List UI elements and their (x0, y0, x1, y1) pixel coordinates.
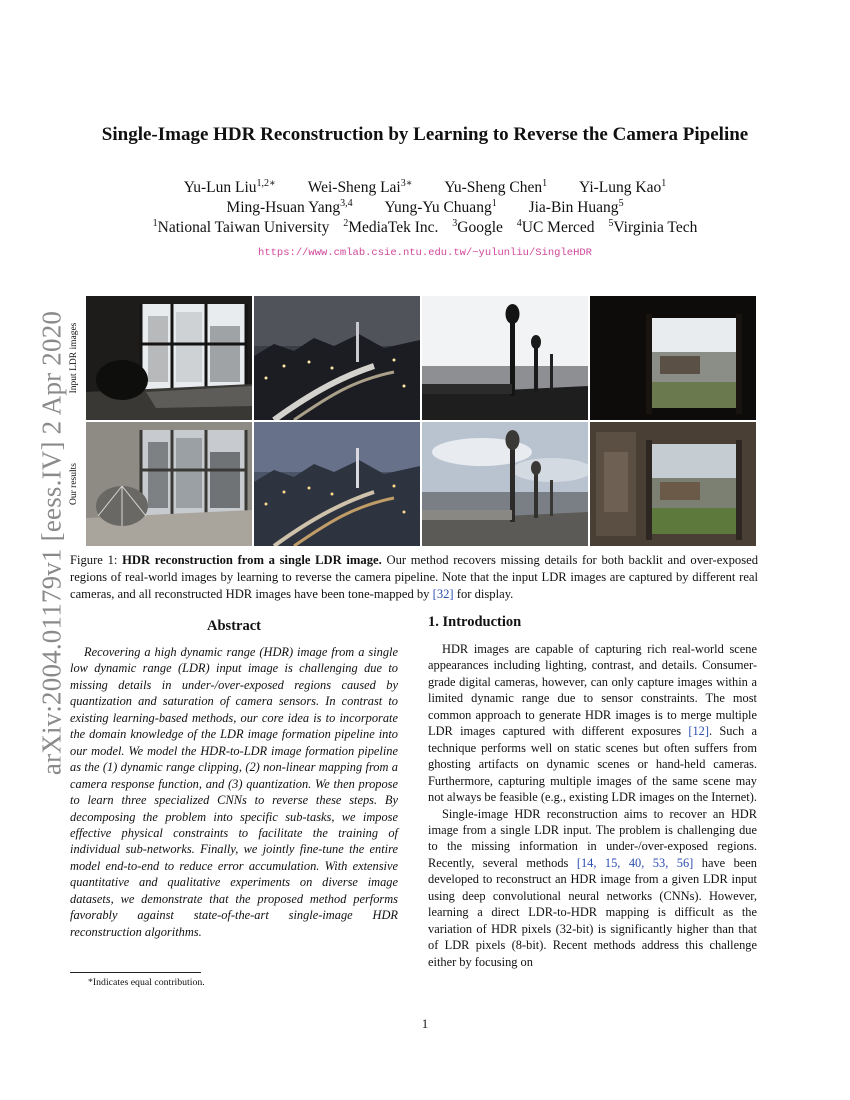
figure-1: Input LDR images Our results (86, 296, 757, 546)
author-line-1 (0, 179, 850, 197)
footnote: *Indicates equal contribution. (88, 977, 205, 988)
citation-link[interactable]: [32] (432, 586, 454, 601)
citation-link[interactable]: [12] (688, 724, 710, 739)
author: Ming-Hsuan Yang$^{3,4}$ (226, 198, 353, 216)
input-interior-window-image (86, 296, 252, 420)
affiliation: $^5$Virginia Tech (608, 218, 698, 236)
abstract-text: Recovering a high dynamic range (HDR) image from a single low dynamic range (LDR) input image is challenging due to missing details in under-/over-exposed regions caused by quantization and saturation of camera sensors. In contrast to existing learning-based methods, our core idea is to incorporate the domain knowledge of the LDR image formation pipeline into our model. We model the HDR-to-LDR image formation pipeline as the (1) dynamic range clipping, (2) non-linear mapping from a camera response function, and (3) quantization. We then propose to learn three specialized CNNs to reverse these steps. By decomposing the problem into specific sub-tasks, we impose effective physical constraints to facilitate the training of individual sub-networks. Finally, we jointly fine-tune the entire model end-to-end to reduce error accumulation. With extensive quantitative and qualitative experiments on diverse image datasets, we demonstrate that the proposed method performs favorably against state-of-the-art single-image HDR reconstruction algorithms. (70, 645, 398, 939)
intro-paragraph-1: HDR images are capable of capturing rich real-world scene appearances including lighting, contrast, and details. Consumer-grade digital cameras, however, can only capture images within a limited dynamic range due to sensor constraints. The most common approach to generate HDR images is to merge multiple LDR images captured with different exposures [12]. Such a technique performs well on static scenes but often suffers from ghosting artifacts on dynamic scenes or hand-held cameras. Furthermore, capturing multiple images of the same scene may not always be feasible (e.g., existing LDR images on the Internet). (428, 642, 757, 805)
author: Jia-Bin Huang$^5$ (528, 198, 624, 216)
author: Yu-Sheng Chen$^1$ (444, 178, 548, 196)
intro-paragraph-2: Single-image HDR reconstruction aims to recover an HDR image from a single LDR input. The problem is challenging due to the missing information in under-/over-exposed regions. Recently, several methods [14, 15, 40, 53, 56] have been developed to reconstruct an HDR image from a given LDR input using deep convolutional neural networks (CNNs). However, learning a direct LDR-to-HDR mapping is difficult as the variation of HDR pixels (32-bit) is significantly higher than that of LDR pixels (8-bit). Recent methods address this challenge either by focusing on (428, 806, 757, 969)
project-url[interactable]: https://www.cmlab.csie.ntu.edu.tw/~yulunliu/SingleHDR (258, 247, 592, 259)
author: Yu-Lun Liu$^{1,2∗}$ (183, 178, 276, 196)
author: Yung-Yu Chuang$^1$ (384, 198, 497, 216)
affiliation: $^3$Google (452, 218, 503, 236)
input-night-city-image (254, 296, 420, 420)
affiliations (0, 219, 850, 237)
input-temple-door-image (590, 296, 756, 420)
affiliation: $^1$National Taiwan University (152, 218, 330, 236)
result-night-city-image (254, 422, 420, 546)
figure-caption: Figure 1: HDR reconstruction from a single LDR image. Our method recovers missing details for both backlit and over-exposed regions of real-world images by learning to reverse the camera pipeline. Note that the input LDR images are captured by different real cameras, and all reconstructed HDR images have been tone-mapped by [32] for display. (70, 553, 758, 601)
author: Wei-Sheng Lai$^{3∗}$ (307, 178, 413, 196)
right-column (428, 612, 757, 970)
affiliation: $^2$MediaTek Inc. (343, 218, 439, 236)
result-bridge-lamps-image (422, 422, 588, 546)
left-column (70, 612, 398, 940)
citation-link[interactable]: [14, 15, 40, 53, 56] (576, 855, 694, 870)
introduction-heading: 1. Introduction (428, 614, 522, 630)
paper-title: Single-Image HDR Reconstruction by Learning to Reverse the Camera Pipeline (101, 124, 749, 145)
footnote-rule (70, 972, 201, 973)
affiliation: $^4$UC Merced (516, 218, 595, 236)
abstract-heading: Abstract (207, 618, 261, 634)
input-bridge-lamps-image (422, 296, 588, 420)
result-temple-door-image (590, 422, 756, 546)
author: Yi-Lung Kao$^1$ (579, 178, 667, 196)
author-line-2 (0, 199, 850, 217)
result-interior-window-image (86, 422, 252, 546)
page-number: 1 (421, 1017, 429, 1031)
arxiv-id: arXiv:2004.01179v1 [eess.IV] 2 Apr 2020 (36, 310, 67, 776)
